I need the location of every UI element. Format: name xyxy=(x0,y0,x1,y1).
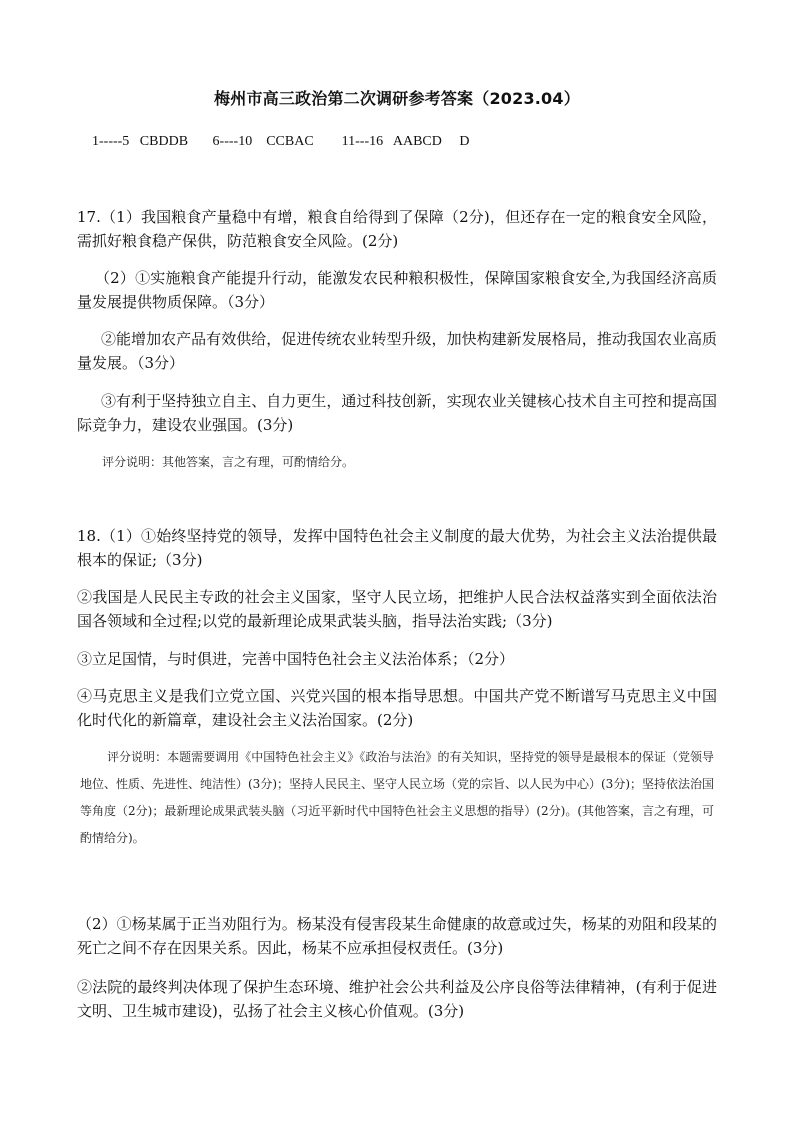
q17-scoring-note: 评分说明：其他答案，言之有理，可酌情给分。 xyxy=(102,455,355,469)
q18-part1-point3: ③立足国情，与时俱进，完善中国特色社会主义法治体系；（2分） xyxy=(77,650,515,668)
q18-part1-point4: ④马克思主义是我们立党立国、兴党兴国的根本指导思想。中国共产党不断谱写马克思主义中国化时代化的新篇章，建设社会主义法治国家。(2分) xyxy=(77,687,717,729)
q17-part2-point1: （2）①实施粮食产能提升行动，能激发农民种粮积极性，保障国家粮食安全,为我国经济高质量发展提供物质保障。（3分） xyxy=(77,269,717,311)
page-title: 梅州市高三政治第二次调研参考答案（2023.04） xyxy=(214,89,580,108)
q17-part2-point2: ②能增加农产品有效供给，促进传统农业转型升级，加快构建新发展格局，推动我国农业高质量发展。（3分） xyxy=(77,330,717,372)
q18-part1-point1: 18.（1）①始终坚持党的领导，发挥中国特色社会主义制度的最大优势，为社会主义法治提供最根本的保证;（3分) xyxy=(77,527,717,569)
q17-part1: 17.（1）我国粮食产量稳中有增，粮食自给得到了保障（2分)，但还存在一定的粮食安全风险，需抓好粮食稳产保供，防范粮食安全风险。(2分) xyxy=(77,208,717,250)
q18-scoring-note: 评分说明：本题需要调用《中国特色社会主义》《政治与法治》的有关知识，坚持党的领导是最根本的保证（党领导地位、性质、先进性、纯洁性）(3分)；坚持人民民主、坚守人民立场（党的宗旨、以人民为中心）(3分)；坚持依法治国等角度（2分)；最新理论成果武装头脑（习近平新时代中国特色社会主义思想的指导）(2分)。(其他答案，言之有理，可酌情给分)。 xyxy=(80,750,715,845)
q18-part2-point2: ②法院的最终判决体现了保护生态环境、维护社会公共利益及公序良俗等法律精神，(有利于促进文明、卫生城市建设)，弘扬了社会主义核心价值观。(3分) xyxy=(77,978,717,1020)
q18-part2-point1: （2）①杨某属于正当劝阻行为。杨某没有侵害段某生命健康的故意或过失，杨某的劝阻和段某的死亡之间不存在因果关系。因此，杨某不应承担侵权责任。(3分) xyxy=(77,915,717,957)
multiple-choice-answers: 1-----5 CBDDB 6----10 CCBAC 11---16 AABCD D xyxy=(92,134,470,149)
q18-part1-point2: ②我国是人民民主专政的社会主义国家，坚守人民立场，把维护人民合法权益落实到全面依法治国各领域和全过程;以党的最新理论成果武装头脑，指导法治实践;（3分) xyxy=(77,588,717,630)
q17-part2-point3: ③有利于坚持独立自主、自力更生，通过科技创新，实现农业关键核心技术自主可控和提高国际竞争力，建设农业强国。(3分) xyxy=(77,392,717,434)
